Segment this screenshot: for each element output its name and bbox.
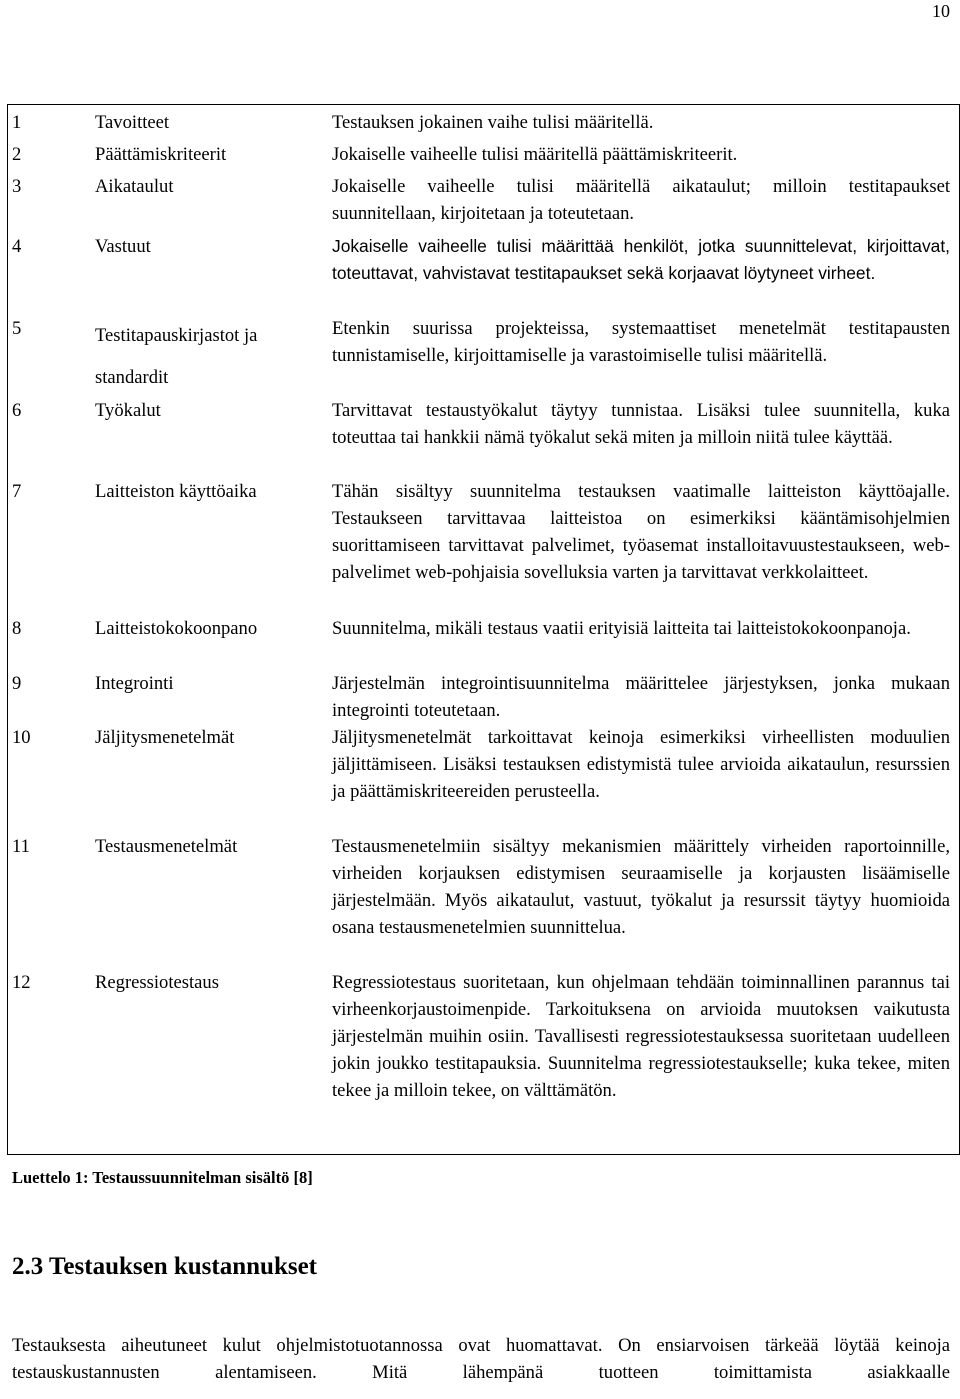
row-number: 2 xyxy=(12,144,22,165)
table-row xyxy=(8,233,959,315)
table-row xyxy=(8,109,959,141)
row-topic: Tavoitteet xyxy=(95,112,170,133)
row-topic: Jäljitysmenetelmät xyxy=(95,727,235,748)
row-description: Tarvittavat testaustyökalut täytyy tunnistaa. Lisäksi tulee suunnitella, kuka toteuttaa tai hankkii nämä työkalut sekä miten ja milloin niitä tulee käyttää. xyxy=(332,400,950,448)
table-row xyxy=(8,724,959,833)
row-topic: Aikataulut xyxy=(95,176,174,197)
test-plan-contents-table xyxy=(7,104,960,1155)
table-row xyxy=(8,833,959,969)
row-number: 1 xyxy=(12,112,22,133)
table-row xyxy=(8,141,959,173)
table-row xyxy=(8,615,959,670)
table-caption: Luettelo 1: Testaussuunnitelman sisältö [8] xyxy=(12,1168,313,1187)
row-number: 3 xyxy=(12,176,22,197)
section-heading: 2.3 Testauksen kustannukset xyxy=(12,1253,317,1280)
row-description: Testausmenetelmiin sisältyy mekanismien määrittely virheiden raportoinnille, virheiden korjauksen edistymisen seuraamiselle ja korjausten lisäämiselle järjestelmään. Myös aikataulut, vastuut, työkalut ja resurssit täytyy huomioida osana testausmenetelmien suunnittelua. xyxy=(332,836,950,938)
row-topic: Työkalut xyxy=(95,400,161,421)
row-topic: Päättämiskriteerit xyxy=(95,144,227,165)
row-topic: Testitapauskirjastot ja standardit xyxy=(95,325,258,388)
page-number: 10 xyxy=(932,1,950,21)
row-description: Jäljitysmenetelmät tarkoittavat keinoja esimerkiksi virheellisten moduulien jäljittämiseen. Lisäksi testauksen edistymistä tulee arvioida aikataulun, resurssien ja päättämiskriteereiden perusteella. xyxy=(332,727,950,802)
row-description: Jokaiselle vaiheelle tulisi määritellä aikataulut; milloin testitapaukset suunnitellaan, kirjoitetaan ja toteutetaan. xyxy=(332,176,950,224)
table-row xyxy=(8,969,959,1158)
row-number: 9 xyxy=(12,673,22,694)
row-number: 8 xyxy=(12,618,22,639)
body-paragraph: Testauksesta aiheutuneet kulut ohjelmistotuotannossa ovat huomattavat. On ensiarvoisen tärkeää löytää keinoja testauskustannusten alentamiseen. Mitä lähempänä tuotteen toimittamista asiakkaalle xyxy=(12,1335,950,1383)
row-description: Regressiotestaus suoritetaan, kun ohjelmaan tehdään toiminnallinen parannus tai virheenkorjaustoimenpide. Tarkoituksena on arvioida muutoksen vaikutusta järjestelmän muihin osiin. Tavallisesti regressiotestauksessa suoritetaan uudelleen jokin joukko testitapauksia. Suunnitelma regressiotestaukselle; kuka tekee, miten tekee ja milloin tekee, on välttämätön. xyxy=(332,972,950,1101)
row-number: 4 xyxy=(12,236,22,257)
table-row xyxy=(8,670,959,724)
row-description: Etenkin suurissa projekteissa, systemaattiset menetelmät testitapausten tunnistamiselle, kirjoittamiselle ja varastoimiselle tulisi määritellä. xyxy=(332,318,950,366)
table-row xyxy=(8,397,959,478)
row-description: Järjestelmän integrointisuunnitelma määrittelee järjestyksen, jonka mukaan integrointi toteutetaan. xyxy=(332,673,950,721)
row-description: Tähän sisältyy suunnitelma testauksen vaatimalle laitteiston käyttöajalle. Testaukseen tarvittavaa laitteistoa on esimerkiksi kääntämisohjelmien suorittamiseen tarvittavat palvelimet, työasemat installoitavuustestaukseen, web-palvelimet web-pohjaisia sovelluksia varten ja tarvittavat verkkolaitteet. xyxy=(332,481,950,583)
row-description: Testauksen jokainen vaihe tulisi määritellä. xyxy=(332,112,654,133)
table-row xyxy=(8,315,959,397)
row-topic: Vastuut xyxy=(95,236,151,257)
row-topic: Laitteiston käyttöaika xyxy=(95,481,257,502)
row-number: 12 xyxy=(12,972,31,993)
row-description: Jokaiselle vaiheelle tulisi määrittää henkilöt, jotka suunnittelevat, kirjoittavat, toteuttavat, vahvistavat testitapaukset sekä korjaavat löytyneet virheet. xyxy=(332,236,950,283)
row-number: 6 xyxy=(12,400,22,421)
table-row xyxy=(8,173,959,233)
row-topic: Laitteistokokoonpano xyxy=(95,618,258,639)
row-number: 11 xyxy=(12,836,30,857)
row-topic: Testausmenetelmät xyxy=(95,836,238,857)
row-description: Jokaiselle vaiheelle tulisi määritellä päättämiskriteerit. xyxy=(332,144,738,165)
row-number: 10 xyxy=(12,727,31,748)
row-topic: Regressiotestaus xyxy=(95,972,219,993)
table-row xyxy=(8,478,959,615)
row-topic: Integrointi xyxy=(95,673,174,694)
row-number: 7 xyxy=(12,481,22,502)
row-description: Suunnitelma, mikäli testaus vaatii erityisiä laitteita tai laitteistokokoonpanoja. xyxy=(332,618,911,639)
row-number: 5 xyxy=(12,318,22,339)
